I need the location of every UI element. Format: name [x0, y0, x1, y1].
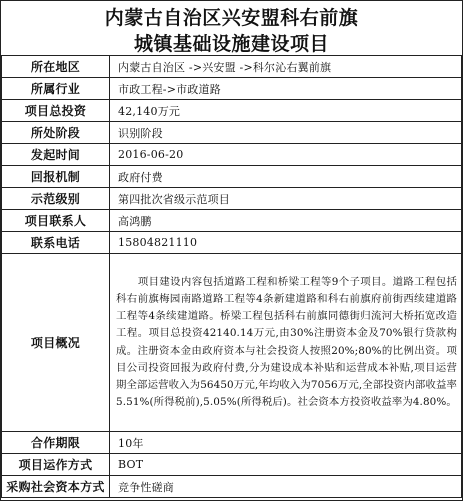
- label-investment: 项目总投资: [2, 100, 110, 122]
- value-contact: 高鸿鹏: [110, 210, 462, 232]
- project-info-table: [1, 55, 462, 498]
- table-row-overview: [2, 254, 462, 432]
- table-row-contact: [2, 210, 462, 232]
- table-row-phone: [2, 232, 462, 254]
- label-overview: 项目概况: [2, 254, 110, 432]
- table-row-procurement: [2, 476, 462, 498]
- label-stage: 所处阶段: [2, 122, 110, 144]
- value-phone: 15804821110: [110, 232, 462, 254]
- table-row-demo-level: [2, 188, 462, 210]
- table-row-date: [2, 144, 462, 166]
- title-line-1: 内蒙古自治区兴安盟科右前旗: [104, 7, 359, 29]
- title-line-2: 城镇基础设施建设项目: [133, 33, 329, 55]
- table-row-operation-mode: [2, 454, 462, 476]
- value-stage: 识别阶段: [110, 122, 462, 144]
- value-procurement: 竞争性磋商: [110, 476, 462, 498]
- table-row-region: [2, 56, 462, 78]
- table-row-industry: [2, 78, 462, 100]
- label-contact: 项目联系人: [2, 210, 110, 232]
- table-row-investment: [2, 100, 462, 122]
- label-term: 合作期限: [2, 432, 110, 454]
- value-industry: 市政工程->市政道路: [110, 78, 462, 100]
- label-region: 所在地区: [2, 56, 110, 78]
- label-procurement: 采购社会资本方式: [2, 476, 110, 498]
- value-return: 政府付费: [110, 166, 462, 188]
- value-investment: 42,140万元: [110, 100, 462, 122]
- label-phone: 联系电话: [2, 232, 110, 254]
- value-demo-level: 第四批次省级示范项目: [110, 188, 462, 210]
- value-date: 2016-06-20: [110, 144, 462, 166]
- label-industry: 所属行业: [2, 78, 110, 100]
- value-operation-mode: BOT: [110, 454, 462, 476]
- page-title: [1, 1, 462, 55]
- value-overview: 项目建设内容包括道路工程和桥梁工程等9个子项目。道路工程包括科右前旗梅园南路道路工程等4条新建道路和科右前旗府前街西续建道路工程等4条续建道路。桥梁工程包括科右前旗同德街归流河大桥拓宽改造工程。项目总投资42140.14万元,由30%注册资本金及70%银行贷款构成。注册资本金由政府资本与社会投资人按照20%;80%的比例出资。项目公司投资回报为政府付费,分为建设成本补贴和运营成本补贴,项目运营期全部运营收入为56450万元,年均收入为7056万元,全部投资内部收益率5.51%(所得税前),5.05%(所得税后)。社会资本方投资收益率为4.80%。: [110, 254, 462, 432]
- table-row-stage: [2, 122, 462, 144]
- label-return: 回报机制: [2, 166, 110, 188]
- table-row-return: [2, 166, 462, 188]
- table-row-term: [2, 432, 462, 454]
- value-term: 10年: [110, 432, 462, 454]
- label-demo-level: 示范级别: [2, 188, 110, 210]
- label-operation-mode: 项目运作方式: [2, 454, 110, 476]
- label-date: 发起时间: [2, 144, 110, 166]
- value-region: 内蒙古自治区 ->兴安盟 ->科尔沁右翼前旗: [110, 56, 462, 78]
